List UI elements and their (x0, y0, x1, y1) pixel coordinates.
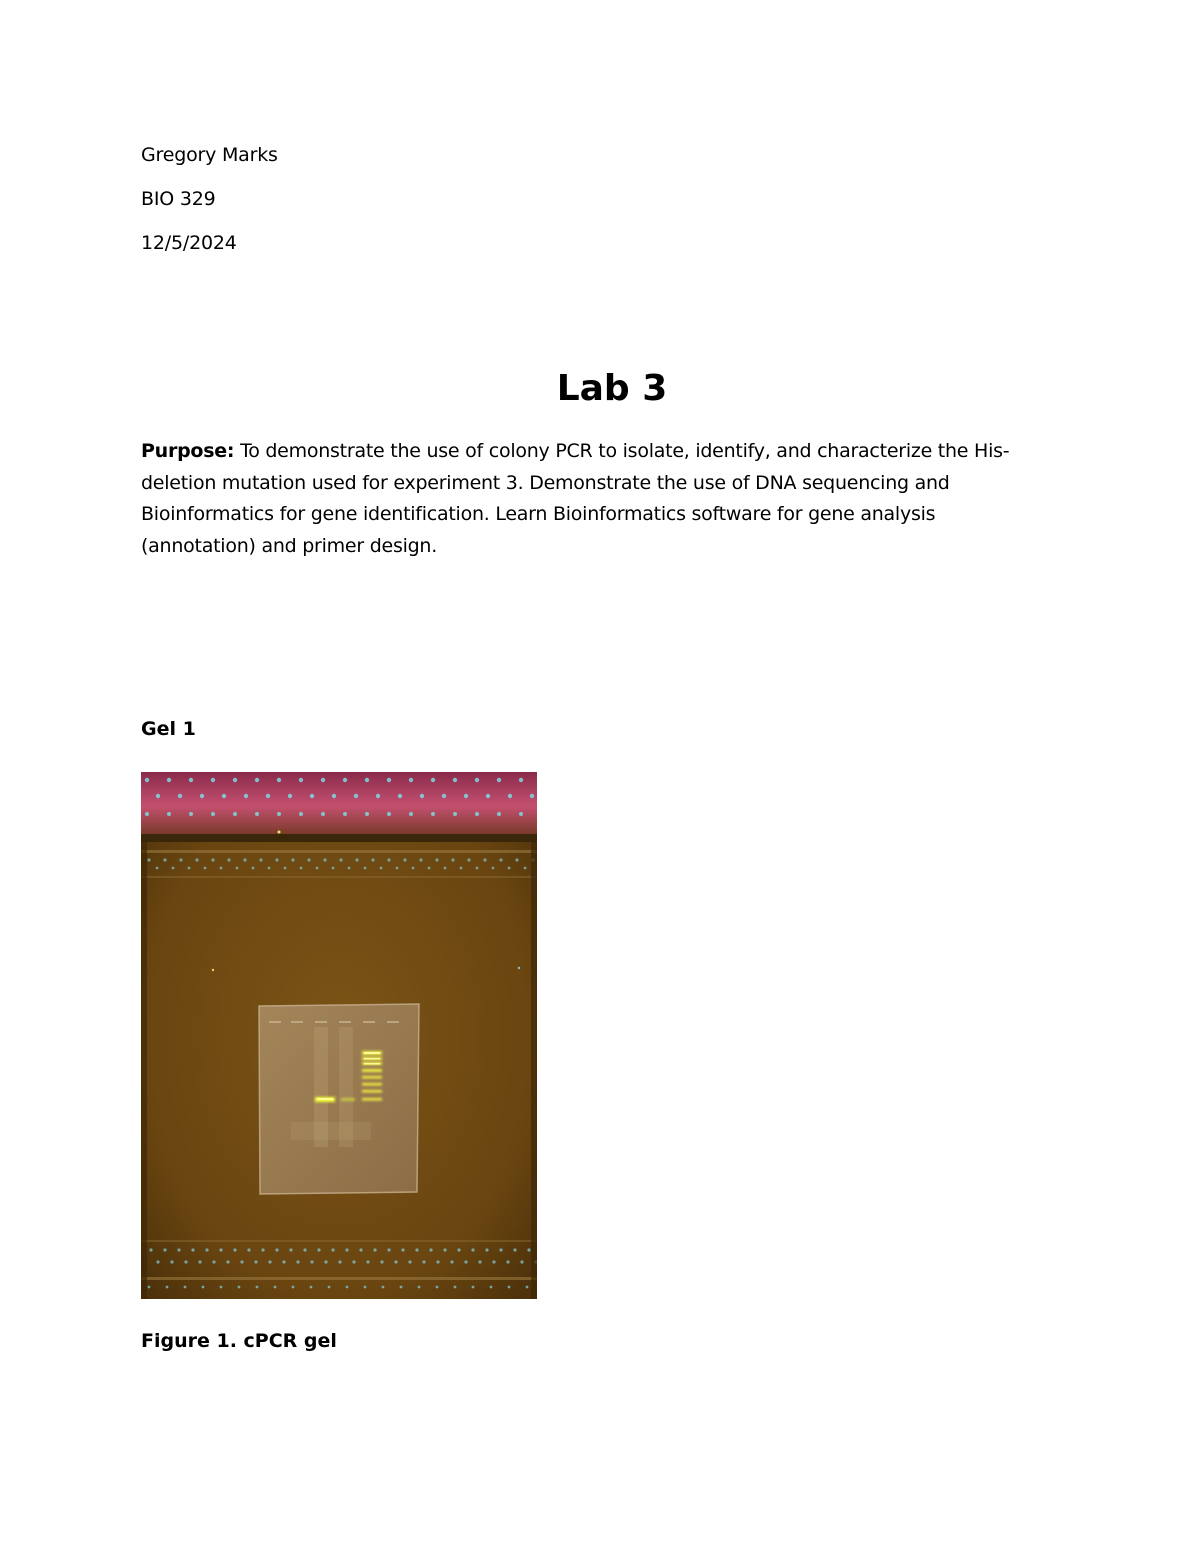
gel-photo (141, 772, 537, 1299)
document-title: Lab 3 (556, 368, 668, 409)
gel-heading: Gel 1 (141, 718, 196, 740)
gel-photo-graphic (141, 772, 537, 1299)
course-code: BIO 329 (141, 188, 216, 210)
figure-caption: Figure 1. cPCR gel (141, 1330, 337, 1352)
purpose-paragraph (141, 436, 1041, 562)
purpose-label: Purpose: (141, 440, 235, 462)
sample-band-faint (341, 1098, 355, 1101)
author-name: Gregory Marks (141, 144, 278, 166)
report-date: 12/5/2024 (141, 232, 237, 254)
purpose-text: To demonstrate the use of colony PCR to isolate, identify, and characterize the His-deletion mutation used for experiment 3. Demonstrate the use of DNA sequencing and Bioinformatics for gene identification. Learn Bioinformatics software for gene analysis (annotation) and primer design. (141, 440, 1010, 557)
